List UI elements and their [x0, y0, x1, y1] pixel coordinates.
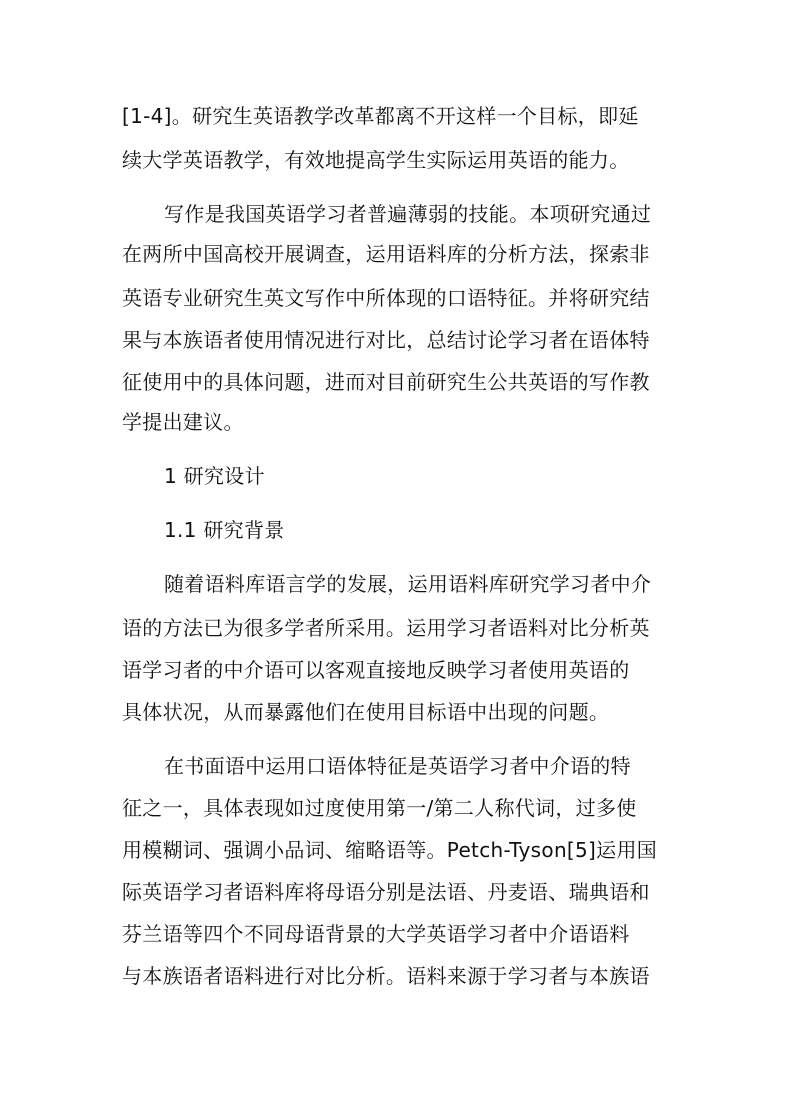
text-line: 续大学英语教学，有效地提高学生实际运用英语的能力。 — [122, 148, 630, 172]
text-line: 随着语料库语言学的发展，运用语料库研究学习者中介 — [164, 572, 652, 596]
text-line: 英语专业研究生英文写作中所体现的口语特征。并将研究结 — [122, 286, 650, 310]
text-line: 征之一，具体表现如过度使用第一/第二人称代词，过多使 — [122, 796, 637, 820]
subsection-heading: 1.1 研究背景 — [164, 518, 285, 542]
text-line: 学提出建议。 — [122, 410, 244, 434]
text-line: 语学习者的中介语可以客观直接地反映学习者使用英语的 — [122, 658, 630, 682]
text-line: 征使用中的具体问题，进而对目前研究生公共英语的写作教 — [122, 370, 650, 394]
text-line: [1-4]。研究生英语教学改革都离不开这样一个目标，即延 — [122, 104, 639, 128]
text-line: 语的方法已为很多学者所采用。运用学习者语料对比分析英 — [122, 616, 650, 640]
text-line: 际英语学习者语料库将母语分别是法语、丹麦语、瑞典语和 — [122, 880, 650, 904]
text-line: 在两所中国高校开展调查，运用语料库的分析方法，探索非 — [122, 242, 650, 266]
text-line: 用模糊词、强调小品词、缩略语等。Petch-Tyson[5]运用国 — [122, 838, 658, 862]
text-line: 在书面语中运用口语体特征是英语学习者中介语的特 — [164, 754, 631, 778]
text-line: 果与本族语者使用情况进行对比，总结讨论学习者在语体特 — [122, 328, 650, 352]
text-line: 写作是我国英语学习者普遍薄弱的技能。本项研究通过 — [164, 202, 652, 226]
section-heading: 1 研究设计 — [164, 464, 265, 488]
text-line: 芬兰语等四个不同母语背景的大学英语学习者中介语语料 — [122, 922, 630, 946]
text-line: 与本族语者语料进行对比分析。语料来源于学习者与本族语 — [122, 964, 650, 988]
text-line: 具体状况，从而暴露他们在使用目标语中出现的问题。 — [122, 700, 610, 724]
